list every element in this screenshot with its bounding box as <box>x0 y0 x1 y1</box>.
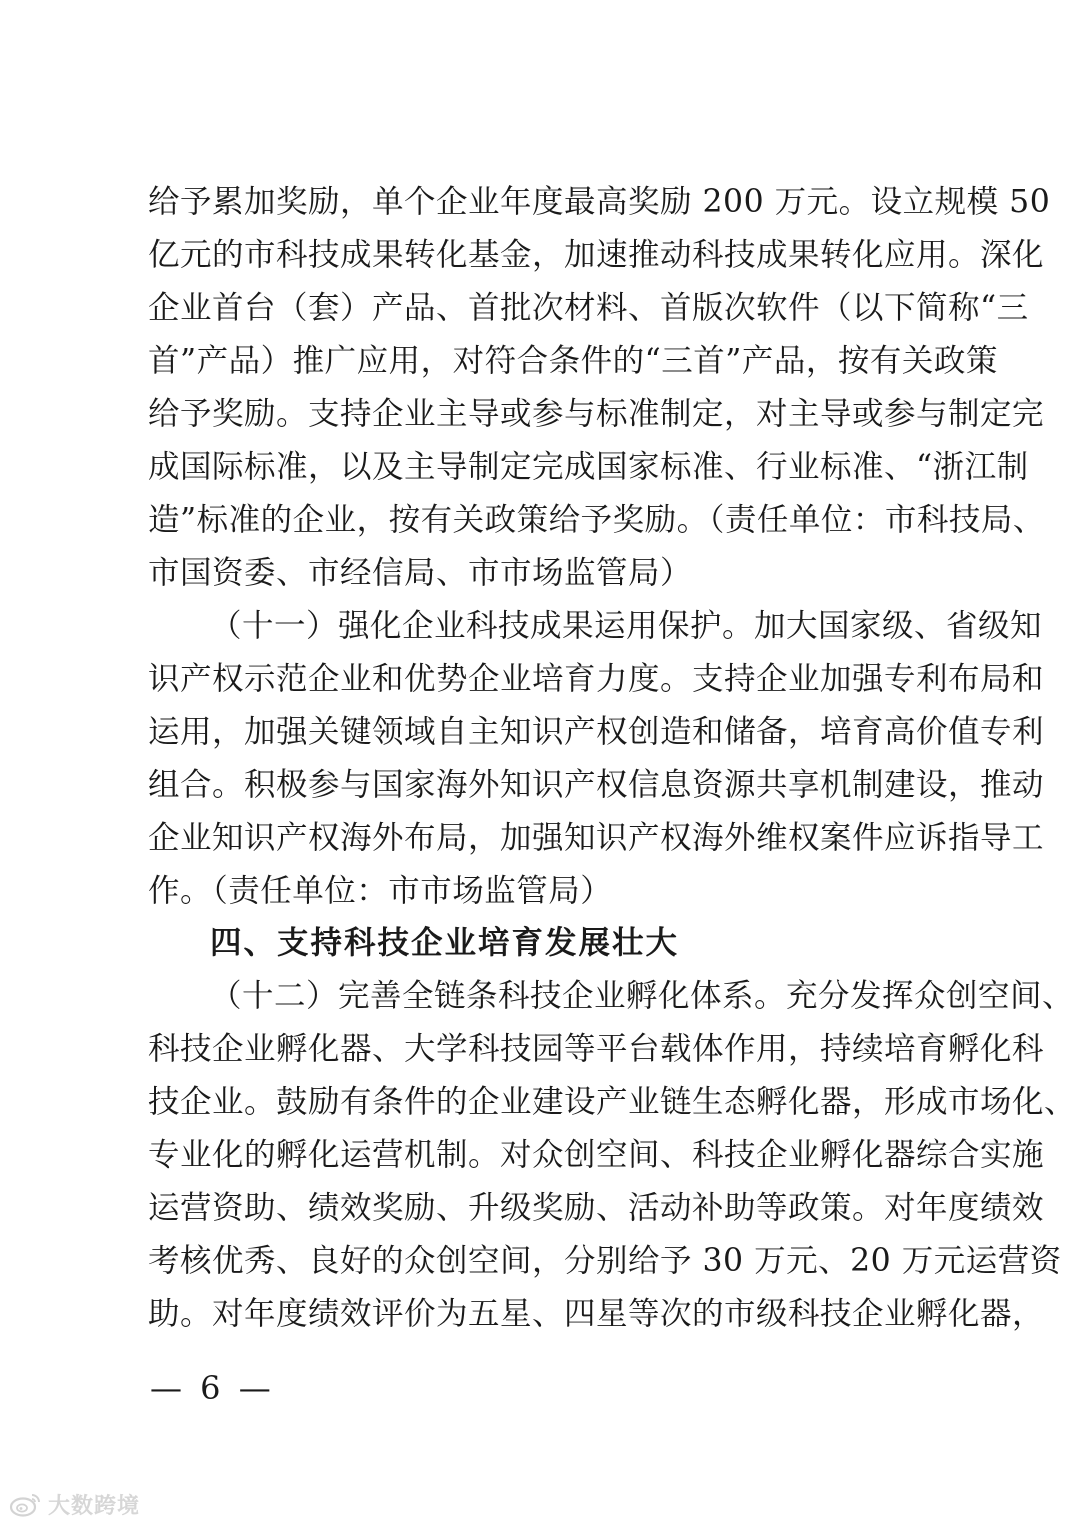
text-line: 科技企业孵化器、大学科技园等平台载体作用，持续培育孵化科 <box>148 1031 1045 1067</box>
section-heading: 四、支持科技企业培育发展壮大 <box>210 925 680 961</box>
text-line: 市国资委、市经信局、市市场监管局） <box>148 555 693 591</box>
text-line: （十二）完善全链条科技企业孵化体系。充分发挥众创空间、 <box>210 978 1075 1014</box>
text-line: 造”标准的企业，按有关政策给予奖励。（责任单位：市科技局、 <box>148 502 1045 538</box>
text-line: 考核优秀、良好的众创空间，分别给予 30 万元、20 万元运营资 <box>148 1243 1062 1279</box>
weibo-logo-icon <box>8 1490 42 1518</box>
text-line: 作。（责任单位：市市场监管局） <box>148 873 613 909</box>
text-line: （十一）强化企业科技成果运用保护。加大国家级、省级知 <box>210 608 1043 644</box>
text-line: 技企业。鼓励有条件的企业建设产业链生态孵化器，形成市场化、 <box>148 1084 1077 1120</box>
text-line: 成国际标准，以及主导制定完成国家标准、行业标准、“浙江制 <box>148 449 1029 485</box>
text-line: 亿元的市科技成果转化基金，加速推动科技成果转化应用。深化 <box>148 237 1045 273</box>
text-line: 给予累加奖励，单个企业年度最高奖励 200 万元。设立规模 50 <box>148 184 1051 220</box>
text-line: 首”产品）推广应用，对符合条件的“三首”产品，按有关政策 <box>148 343 998 379</box>
text-line: 运用，加强关键领域自主知识产权创造和储备，培育高价值专利 <box>148 714 1045 750</box>
text-line: 运营资助、绩效奖励、升级奖励、活动补助等政策。对年度绩效 <box>148 1190 1045 1226</box>
text-line: 企业首台（套）产品、首批次材料、首版次软件（以下简称“三 <box>148 290 1029 326</box>
text-line: 组合。积极参与国家海外知识产权信息资源共享机制建设，推动 <box>148 767 1045 803</box>
text-line: 助。对年度绩效评价为五星、四星等次的市级科技企业孵化器， <box>148 1296 1045 1332</box>
watermark-text: 大数跨境 <box>48 1493 141 1519</box>
watermark <box>8 1488 140 1520</box>
text-line: 识产权示范企业和优势企业培育力度。支持企业加强专利布局和 <box>148 661 1045 697</box>
text-line: 企业知识产权海外布局，加强知识产权海外维权案件应诉指导工 <box>148 820 1045 856</box>
text-line: 给予奖励。支持企业主导或参与标准制定，对主导或参与制定完 <box>148 396 1045 432</box>
page-number: — 6 — <box>150 1369 275 1407</box>
text-line: 专业化的孵化运营机制。对众创空间、科技企业孵化器综合实施 <box>148 1137 1045 1173</box>
